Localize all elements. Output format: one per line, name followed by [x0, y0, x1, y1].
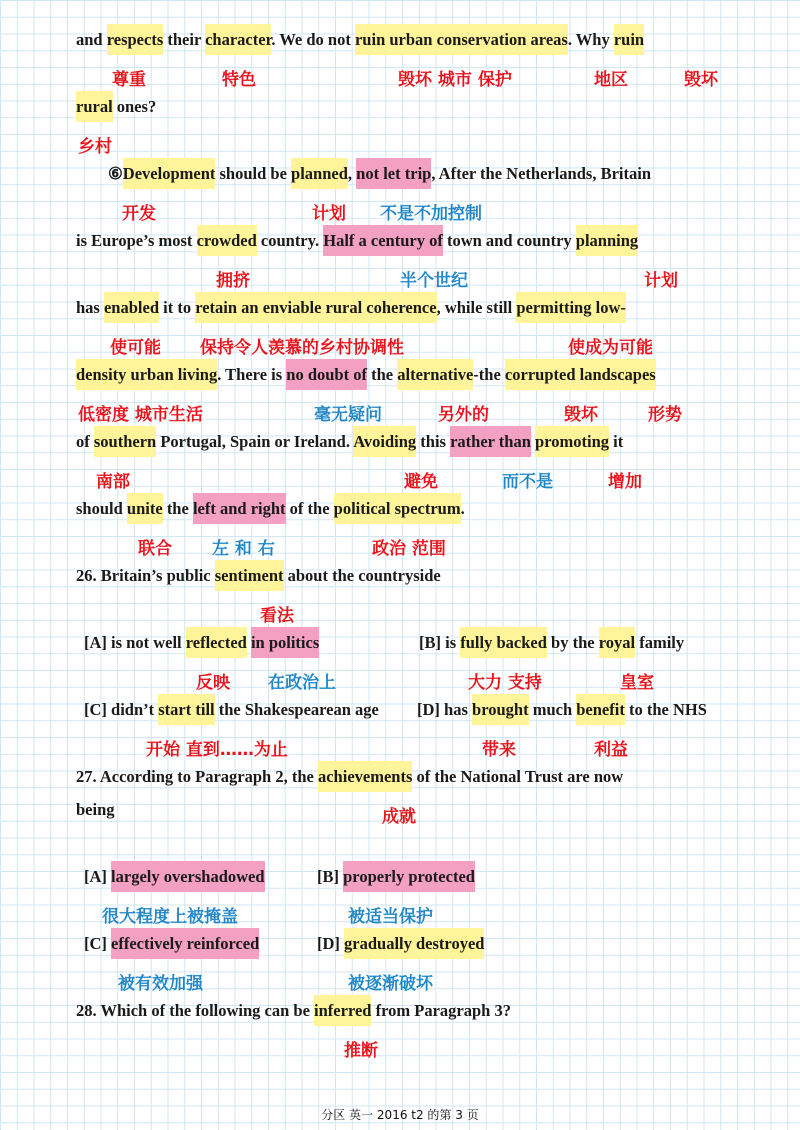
highlighted-phrase: density urban living	[76, 359, 217, 390]
text-line	[417, 695, 800, 725]
handwritten-annotation: 利益	[594, 740, 628, 760]
highlighted-phrase: achievements	[318, 761, 412, 792]
text-segment: has	[76, 298, 104, 317]
text-segment: [B] is	[419, 633, 461, 652]
handwritten-annotation: 带来	[482, 740, 516, 760]
handwritten-annotation: 联合	[138, 539, 172, 559]
text-segment: it to	[159, 298, 196, 317]
handwritten-annotation: 毁坏	[564, 405, 598, 425]
text-segment: should be	[215, 164, 292, 183]
text-segment: the	[366, 365, 398, 384]
text-segment: to the NHS	[624, 700, 707, 719]
highlighted-phrase: unite	[127, 493, 163, 524]
text-line	[76, 293, 800, 323]
handwritten-annotation: 看法	[260, 606, 294, 626]
handwritten-annotation: 被有效加强	[118, 974, 203, 994]
text-segment: should	[76, 499, 127, 518]
handwritten-annotation: 拥挤	[216, 271, 250, 291]
highlighted-phrase: Half a century of	[323, 225, 443, 256]
highlighted-phrase: properly protected	[343, 861, 475, 892]
text-line	[108, 159, 800, 189]
text-segment: . Why	[567, 30, 614, 49]
highlighted-phrase: start till	[158, 694, 214, 725]
handwritten-annotation: 成就	[382, 807, 416, 827]
text-segment: 26. Britain’s public	[76, 566, 215, 585]
text-segment: Portugal, Spain or Ireland.	[156, 432, 354, 451]
highlighted-phrase: corrupted landscapes	[505, 359, 656, 390]
text-segment: is Europe’s most	[76, 231, 197, 250]
handwritten-annotation: 形势	[648, 405, 682, 425]
handwritten-annotation: 避免	[404, 472, 438, 492]
text-segment: town and country	[442, 231, 576, 250]
handwritten-annotation: 尊重	[112, 70, 146, 90]
text-line	[76, 561, 800, 591]
text-segment: , while still	[436, 298, 517, 317]
text-segment: [A]	[84, 867, 112, 886]
highlighted-phrase: Avoiding	[353, 426, 416, 457]
text-segment: much	[528, 700, 577, 719]
handwritten-annotation: 开始 直到……为止	[146, 740, 288, 760]
handwritten-annotation: 不是不加控制	[380, 204, 482, 224]
highlighted-phrase: ruin	[614, 24, 644, 55]
handwritten-annotation: 南部	[96, 472, 130, 492]
handwritten-annotation: 毁坏 城市 保护	[398, 70, 512, 90]
text-segment: by the	[546, 633, 599, 652]
text-segment: being	[76, 800, 115, 819]
handwritten-annotation: 在政治上	[268, 673, 336, 693]
handwritten-annotation: 特色	[222, 70, 256, 90]
text-segment: [A] is not well	[84, 633, 186, 652]
text-segment: . There is	[217, 365, 287, 384]
text-segment: their	[163, 30, 206, 49]
handwritten-annotation: 推断	[344, 1041, 378, 1061]
text-segment: it	[609, 432, 624, 451]
text-segment: the	[162, 499, 193, 518]
highlighted-phrase: largely overshadowed	[111, 861, 265, 892]
highlighted-phrase: promoting	[535, 426, 609, 457]
text-segment: of	[76, 432, 94, 451]
handwritten-annotation: 乡村	[78, 137, 112, 157]
highlighted-phrase: rural	[76, 91, 113, 122]
text-line	[419, 628, 800, 658]
text-line	[76, 996, 800, 1026]
highlighted-phrase: planned	[291, 158, 348, 189]
handwritten-annotation: 大力 支持	[468, 673, 542, 693]
highlighted-phrase: character	[205, 24, 271, 55]
handwritten-annotation: 增加	[608, 472, 642, 492]
text-segment: [C]	[84, 934, 112, 953]
text-segment: [C] didn’t	[84, 700, 159, 719]
highlighted-phrase: no doubt of	[286, 359, 367, 390]
text-segment: family	[635, 633, 685, 652]
highlighted-phrase: permitting low-	[516, 292, 626, 323]
highlighted-phrase: ruin urban conservation areas	[355, 24, 568, 55]
highlighted-phrase: southern	[94, 426, 156, 457]
text-line	[317, 862, 800, 892]
text-segment: ⑥	[108, 164, 123, 183]
handwritten-annotation: 使成为可能	[568, 338, 653, 358]
text-segment: ,	[347, 164, 357, 183]
highlighted-phrase: retain an enviable rural coherence	[195, 292, 436, 323]
text-line	[76, 494, 800, 524]
handwritten-annotation: 左 和 右	[212, 539, 275, 559]
text-segment: and	[76, 30, 107, 49]
highlighted-phrase: inferred	[314, 995, 371, 1026]
text-segment: of the	[285, 499, 334, 518]
page-footer: 分区 英一 2016 t2 的第 3 页	[321, 1108, 479, 1122]
text-segment: about the countryside	[283, 566, 441, 585]
handwritten-annotation: 另外的	[438, 405, 489, 425]
text-line	[76, 360, 800, 390]
highlighted-phrase: respects	[107, 24, 164, 55]
handwritten-annotation: 毫无疑问	[314, 405, 382, 425]
text-segment: [D]	[317, 934, 345, 953]
handwritten-annotation: 使可能	[110, 338, 161, 358]
text-segment: 27. According to Paragraph 2, the	[76, 767, 318, 786]
text-line	[76, 762, 800, 792]
highlighted-phrase: left and right	[193, 493, 286, 524]
text-segment: [B]	[317, 867, 344, 886]
text-segment: 28. Which of the following can be	[76, 1001, 315, 1020]
text-line	[76, 427, 800, 457]
handwritten-annotation: 保持令人羡慕的乡村协调性	[200, 338, 404, 358]
highlighted-phrase: royal	[599, 627, 635, 658]
handwritten-annotation: 政治 范围	[372, 539, 446, 559]
handwritten-annotation: 被逐渐破坏	[348, 974, 433, 994]
text-line	[76, 226, 800, 256]
handwritten-annotation: 开发	[122, 204, 156, 224]
text-segment: -the	[473, 365, 505, 384]
handwritten-annotation: 计划	[312, 204, 346, 224]
handwritten-annotation: 而不是	[502, 472, 553, 492]
highlighted-phrase: gradually destroyed	[344, 928, 484, 959]
highlighted-phrase: reflected	[186, 627, 247, 658]
text-segment: , After the Netherlands, Britain	[431, 164, 652, 183]
handwritten-annotation: 低密度 城市生活	[78, 405, 203, 425]
text-segment: from Paragraph 3?	[371, 1001, 511, 1020]
highlighted-phrase: sentiment	[215, 560, 284, 591]
highlighted-phrase: fully backed	[460, 627, 547, 658]
highlighted-phrase: political spectrum	[334, 493, 461, 524]
text-segment: .	[460, 499, 465, 518]
text-segment: . We do not	[271, 30, 355, 49]
highlighted-phrase: not let trip	[356, 158, 431, 189]
highlighted-phrase: alternative	[397, 359, 473, 390]
text-segment: ones?	[112, 97, 157, 116]
highlighted-phrase: Development	[123, 158, 216, 189]
handwritten-annotation: 很大程度上被掩盖	[102, 907, 238, 927]
text-segment: of the National Trust are now	[412, 767, 624, 786]
text-line	[317, 929, 800, 959]
text-line	[76, 25, 800, 55]
highlighted-phrase: in politics	[251, 627, 319, 658]
highlighted-phrase: enabled	[104, 292, 159, 323]
text-segment: country.	[256, 231, 324, 250]
text-segment: [D] has	[417, 700, 473, 719]
handwritten-annotation: 毁坏	[684, 70, 718, 90]
highlighted-phrase: rather than	[450, 426, 531, 457]
handwritten-annotation: 半个世纪	[400, 271, 468, 291]
text-segment: this	[416, 432, 451, 451]
text-segment: the Shakespearean age	[214, 700, 379, 719]
handwritten-annotation: 被适当保护	[348, 907, 433, 927]
text-line	[76, 92, 800, 122]
handwritten-annotation: 地区	[594, 70, 628, 90]
text-line	[76, 795, 800, 825]
handwritten-annotation: 反映	[196, 673, 230, 693]
highlighted-phrase: brought	[472, 694, 529, 725]
highlighted-phrase: crowded	[197, 225, 257, 256]
highlighted-phrase: benefit	[576, 694, 625, 725]
highlighted-phrase: effectively reinforced	[111, 928, 259, 959]
handwritten-annotation: 计划	[644, 271, 678, 291]
highlighted-phrase: planning	[576, 225, 638, 256]
handwritten-annotation: 皇室	[620, 673, 654, 693]
